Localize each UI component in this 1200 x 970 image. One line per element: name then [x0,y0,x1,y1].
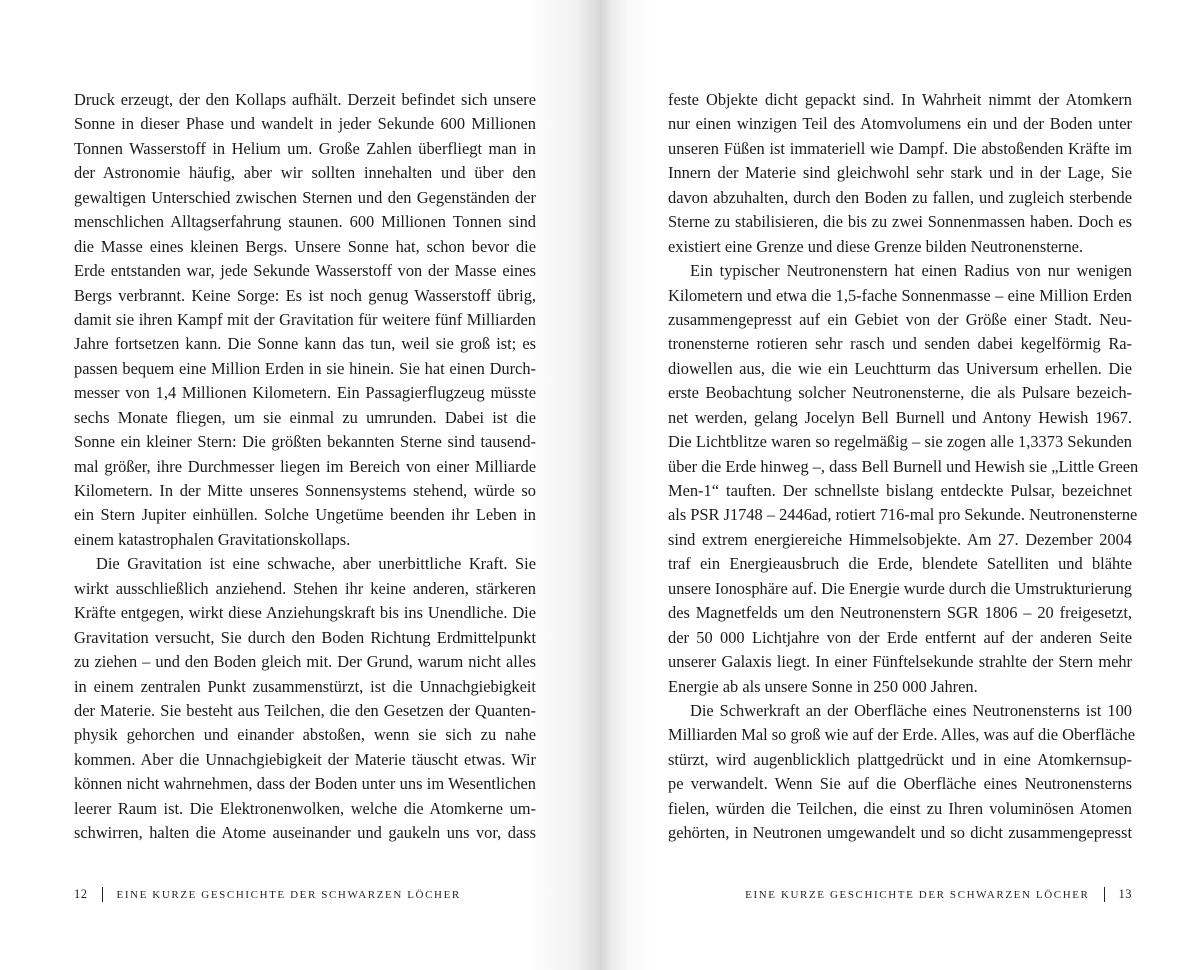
text-line: erste Beobachtung solcher Neutronensterne, die als Pulsare bezeich- [668,383,1132,403]
right-page [600,0,1200,970]
text-line: Gravitation versucht, Sie durch den Boden Richtung Erdmittelpunkt [74,627,536,647]
text-line: Sonne in dieser Phase und wandelt in jeder Sekunde 600 Millionen [74,114,536,134]
text-line: einem katastrophalen Gravitationskollaps. [74,529,351,549]
text-line: leerer Raum ist. Die Elektronenwolken, welche die Atomkerne um- [74,798,536,818]
text-line: diowellen aus, die wie ein Leuchtturm das Universum erhellen. Die [668,358,1132,378]
text-line: Die Lichtblitze waren so regelmäßig – sie zogen alle 1,3373 Sekunden [668,432,1132,452]
text-line: Innern der Materie sind gleichwohl sehr stark und in der Lage, Sie [668,163,1132,183]
text-line: kommen. Aber die Unnachgiebigkeit der Materie täuscht etwas. Wir [74,749,536,769]
text-line: in einem zentralen Punkt zusammenstürzt, ist die Unnachgiebigkeit [74,676,536,696]
text-line: passen bequem eine Million Erden in sie hinein. Sie hat einen Durch- [74,358,536,378]
text-line: existiert eine Grenze und diese Grenze bilden Neutronensterne. [668,236,1084,256]
text-line: Sonne ein kleiner Stern: Die größten bekannten Sterne sind tausend- [74,432,536,452]
text-line: Energie ab als unsere Sonne in 250 000 Jahren. [668,676,978,696]
text-line: Die Schwerkraft an der Oberfläche eines Neutronensterns ist 100 [690,700,1132,720]
footer-separator [102,887,103,902]
running-title: EINE KURZE GESCHICHTE DER SCHWARZEN LÖCHER [745,888,1090,901]
text-line: Tonnen Wasserstoff in Helium um. Große Zahlen überfliegt man in [74,138,536,158]
text-line: unserer Galaxis liegt. In einer Fünftelsekunde strahlte der Stern mehr [668,652,1132,672]
page-number: 13 [1118,887,1132,901]
text-line: traf ein Energieausbruch die Erde, blendete Satelliten und blähte [668,554,1132,574]
left-page-body-text [74,88,536,846]
text-line: der 50 000 Lichtjahre von der Erde entfernt auf der anderen Seite [668,627,1132,647]
text-line: können nicht wahrnehmen, dass der Boden unter uns im Wesentlichen [74,774,536,794]
right-page-body-text [668,88,1139,846]
running-title: EINE KURZE GESCHICHTE DER SCHWARZEN LÖCHER [116,888,461,901]
text-line: über die Erde hinweg –, dass Bell Burnell und Hewish sie „Little Green [668,456,1139,476]
text-line: Kräfte entgegen, wirkt diese Anziehungskraft bis ins Unendliche. Die [74,603,536,623]
text-line: Sterne zu stabilisieren, die bis zu zwei Sonnenmassen haben. Doch es [668,212,1132,232]
text-line: Jahre fortsetzen kann. Die Sonne kann das tun, weil sie groß ist; es [74,334,536,354]
left-page-footer [74,887,461,902]
text-line: Die Gravitation ist eine schwache, aber unerbittliche Kraft. Sie [96,554,536,574]
text-line: der Materie. Sie besteht aus Teilchen, die den Gesetzen der Quanten- [74,700,536,720]
text-line: Druck erzeugt, der den Kollaps aufhält. Derzeit befindet sich unsere [74,90,536,109]
text-line: unseren Füßen ist immateriell wie Dampf. Die abstoßenden Kräfte im [668,138,1132,158]
text-line: wirkt ausschließlich anziehend. Stehen ihr keine anderen, stärkeren [74,578,536,598]
text-line: menschlichen Alltagserfahrung staunen. 600 Millionen Tonnen sind [74,212,536,232]
text-line: ein Stern Jupiter einhüllen. Solche Ungetüme beenden ihr Leben in [74,505,536,525]
text-line: damit sie ihren Kampf mit der Gravitation für weitere fünf Milliarden [74,309,536,329]
text-line: fielen, würden die Teilchen, die einst zu Ihren voluminösen Atomen [668,798,1132,818]
text-line: nur einen winzigen Teil des Atomvolumens ein und der Boden unter [668,114,1132,134]
text-line: Erde entstanden war, jede Sekunde Wasserstoff von der Masse eines [74,261,536,281]
text-line: Kilometern und etwa die 1,5-fache Sonnenmasse – eine Million Erden [668,285,1132,305]
text-line: pe verwandelt. Wenn Sie auf die Oberfläche eines Neutronensterns [668,774,1132,794]
text-line: gewaltigen Unterschied zwischen Sternen und den Gegenständen der [74,187,536,207]
text-line: zusammengepresst auf ein Gebiet von der Größe einer Stadt. Neu- [668,309,1132,329]
text-line: physik gehorchen und einander abstoßen, wenn sie sich zu nahe [74,725,536,745]
text-line: mal größer, ihre Durchmesser liegen im Bereich von einer Milliarde [74,456,536,476]
text-line: Kilometern. In der Mitte unseres Sonnensystems stehend, würde so [74,481,536,500]
right-page-footer [745,887,1132,902]
text-line: gehörten, in Neutronen umgewandelt und so dicht zusammengepresst [668,823,1132,843]
text-line: stürzt, wird augenblicklich plattgedrückt und in eine Atomkernsup- [668,749,1132,769]
text-line: unsere Ionosphäre auf. Die Energie wurde durch die Umstrukturierung [668,578,1132,598]
text-line: zu ziehen – und den Boden gleich mit. Der Grund, warum nicht alles [74,652,536,672]
text-line: messer von 1,4 Millionen Kilometern. Ein Passagierflugzeug müsste [74,383,536,403]
text-line: des Magnetfelds um den Neutronenstern SGR 1806 – 20 freigesetzt, [668,603,1132,623]
text-line: Milliarden Mal so groß wie auf der Erde. Alles, was auf die Oberfläche [668,725,1135,745]
text-line: net werden, gelang Jocelyn Bell Burnell und Antony Hewish 1967. [668,407,1132,427]
text-line: tronensterne rotieren sehr rasch und senden dabei kegelförmig Ra- [668,334,1132,354]
text-line: schwirren, halten die Atome auseinander und gaukeln uns vor, dass [74,823,536,843]
text-line: als PSR J1748 – 2446ad, rotiert 716-mal pro Sekunde. Neutronensterne [668,505,1138,525]
text-line: feste Objekte dicht gepackt sind. In Wahrheit nimmt der Atomkern [668,90,1132,109]
text-line: Ein typischer Neutronenstern hat einen Radius von nur wenigen [690,261,1132,281]
page-number: 12 [74,887,88,901]
text-line: davon abzuhalten, durch den Boden zu fallen, und zugleich sterbende [668,187,1132,207]
text-line: sind extrem energiereiche Himmelsobjekte. Am 27. Dezember 2004 [668,529,1132,549]
footer-separator [1104,887,1105,902]
text-line: die Masse eines kleinen Bergs. Unsere Sonne hat, schon bevor die [74,236,536,256]
text-line: Bergs verbrannt. Keine Sorge: Es ist noch genug Wasserstoff übrig, [74,285,536,305]
text-line: der Astronomie häufig, aber wir sollten innehalten und über den [74,163,536,183]
text-line: sechs Monate fliegen, um sie einmal zu umrunden. Dabei ist die [74,407,536,427]
text-line: Men-1“ tauften. Der schnellste bislang entdeckte Pulsar, bezeichnet [668,481,1132,500]
